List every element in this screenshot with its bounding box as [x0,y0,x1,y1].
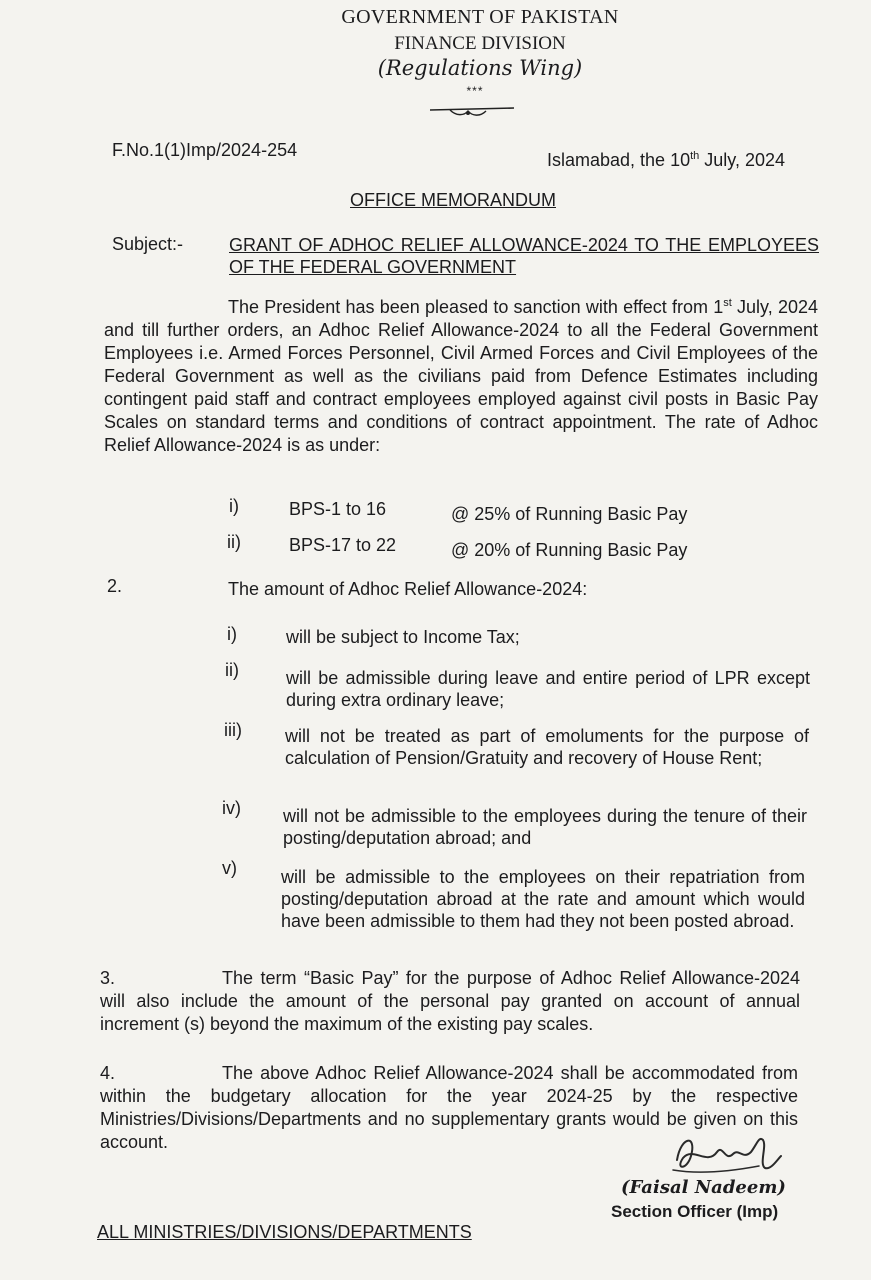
condition-label: iii) [224,720,242,740]
header-government: GOVERNMENT OF PAKISTAN [341,6,619,28]
signatory-name: (Faisal Nadeem) [621,1177,786,1198]
rate-value: @ 20% of Running Basic Pay [451,540,688,560]
condition-label: v) [222,858,237,878]
rate-scale: BPS-17 to 22 [289,535,397,555]
rate-label: i) [229,496,239,516]
flourish-emblem-icon [428,100,518,127]
paragraph-2-intro: The amount of Adhoc Relief Allowance-2024: [228,579,588,599]
condition-text: will not be treated as part of emoluments for the purpose of calculation of Pension/Gratuity and recovery of House Rent; [285,726,809,768]
condition-text: will be subject to Income Tax; [286,627,520,647]
header-stars: *** [466,84,484,98]
paragraph-4: 4. The above Adhoc Relief Allowance-2024 shall be accommodated from within the budgetary allocation for the year 2024-25 by the respective Ministries/Divisions/Departments and no supplementary grants would be given on this account. [100,1063,798,1152]
document-title: OFFICE MEMORANDUM [350,190,556,210]
condition-text: will be admissible to the employees on their repatriation from posting/deputation abroad at the rate and amount which would have been admissible to them had they not been posted abroad. [281,867,805,931]
paragraph-2-number: 2. [107,576,123,596]
file-number: F.No.1(1)Imp/2024-254 [112,140,298,160]
date-line: Islamabad, the 10th July, 2024 [547,150,786,170]
paragraph-3: 3. The term “Basic Pay” for the purpose of Adhoc Relief Allowance-2024 will also include the amount of the personal pay granted on account of annual increment (s) beyond the maximum of the existing pay scales. [100,968,800,1034]
header-wing: (Regulations Wing) [377,56,583,80]
rate-scale: BPS-1 to 16 [289,499,387,519]
subject-text: GRANT OF ADHOC RELIEF ALLOWANCE-2024 TO THE EMPLOYEES OF THE FEDERAL GOVERNMENT [229,235,819,277]
addressee: ALL MINISTRIES/DIVISIONS/DEPARTMENTS [97,1222,472,1242]
paragraph-1: The President has been pleased to sanction with effect from 1st July, 2024 and till further orders, an Adhoc Relief Allowance-2024 to all the Federal Government Employees i.e. Armed Forces Personnel, Civil Armed Forces and Civil Employees of the Federal Government as well as the civilians paid from Defence Estimates including contingent paid staff and contract employees employed against civil posts in Basic Pay Scales on standard terms and conditions of contract appointment. The rate of Adhoc Relief Allowance-2024 is as under: [104,297,818,455]
rate-label: ii) [227,532,241,552]
condition-text: will be admissible during leave and entire period of LPR except during extra ordinary leave; [286,668,810,710]
condition-label: iv) [222,798,241,818]
subject-label: Subject:- [112,234,184,254]
header-division: FINANCE DIVISION [394,33,566,54]
condition-label: ii) [225,660,239,680]
condition-text: will not be admissible to the employees during the tenure of their posting/deputation abroad; and [283,806,807,848]
rate-value: @ 25% of Running Basic Pay [451,504,688,524]
condition-label: i) [227,624,237,644]
signatory-designation: Section Officer (Imp) [611,1202,779,1221]
